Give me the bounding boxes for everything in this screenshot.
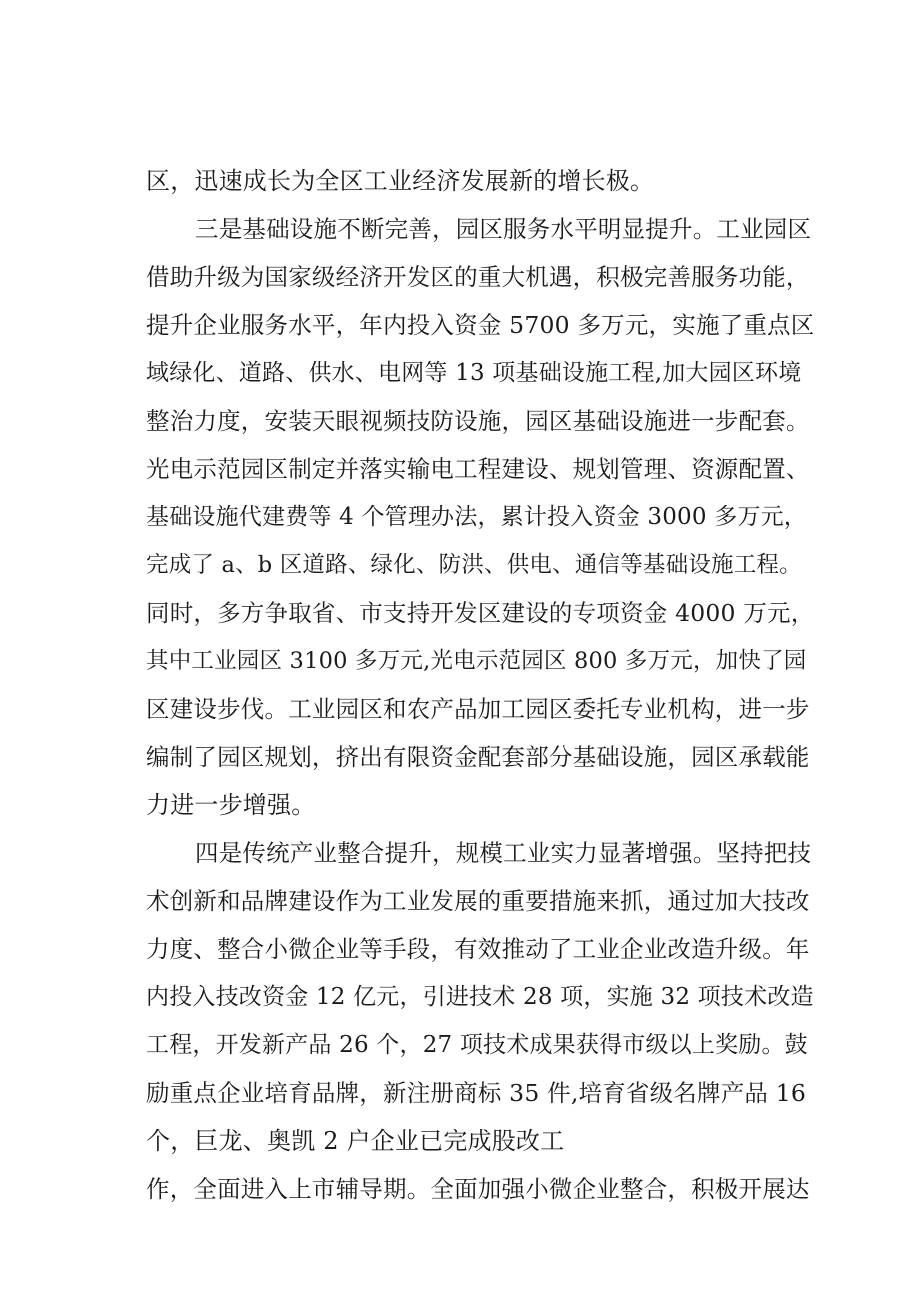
text-line: 完成了 a、b 区道路、绿化、防洪、供电、通信等基础设施工程。: [146, 552, 802, 578]
text-line: 同时，多方争取省、市支持开发区建设的专项资金 4000 万元，: [146, 599, 815, 627]
text-line: 光电示范园区制定并落实输电工程建设、规划管理、资源配置、: [146, 455, 810, 483]
text-line: 编制了园区规划，挤出有限资金配套部分基础设施，园区承载能: [146, 743, 810, 771]
text-line: 其中工业园区 3100 多万元,光电示范园区 800 多万元，加快了园: [146, 648, 807, 674]
paragraph-start-line: 三是基础设施不断完善，园区服务水平明显提升。工业园区: [195, 215, 812, 243]
text-line: 力度、整合小微企业等手段，有效推动了工业企业改造升级。年: [146, 935, 810, 963]
text-line: 内投入技改资金 12 亿元，引进技术 28 项，实施 32 项技术改造: [146, 984, 814, 1010]
text-line: 基础设施代建费等 4 个管理办法，累计投入资金 3000 多万元，: [146, 504, 808, 530]
text-line: 术创新和品牌建设作为工业发展的重要措施来抓，通过加大技改: [146, 887, 810, 915]
text-line: 力进一步增强。: [146, 791, 316, 819]
text-line: 区，迅速成长为全区工业经济发展新的增长极。: [146, 167, 655, 195]
text-line: 整治力度，安装天眼视频技防设施，园区基础设施进一步配套。: [146, 407, 810, 435]
text-line: 励重点企业培育品牌，新注册商标 35 件,培育省级名牌产品 16: [146, 1079, 807, 1107]
paragraph-start-line: 四是传统产业整合提升，规模工业实力显著增强。坚持把技: [195, 839, 812, 867]
text-line: 个，巨龙、奥凯 2 户企业已完成股改工: [146, 1127, 565, 1155]
text-line: 区建设步伐。工业园区和农产品加工园区委托专业机构，进一步: [146, 695, 810, 723]
text-line: 作，全面进入上市辅导期。全面加强小微企业整合，积极开展达: [146, 1175, 810, 1203]
text-line: 借助升级为国家级经济开发区的重大机遇，积极完善服务功能，: [146, 263, 810, 291]
text-line: 域绿化、道路、供水、电网等 13 项基础设施工程,加大园区环境: [146, 360, 802, 386]
text-line: 提升企业服务水平，年内投入资金 5700 多万元，实施了重点区: [146, 311, 815, 339]
text-line: 工程，开发新产品 26 个，27 项技术成果获得市级以上奖励。鼓: [146, 1032, 808, 1058]
